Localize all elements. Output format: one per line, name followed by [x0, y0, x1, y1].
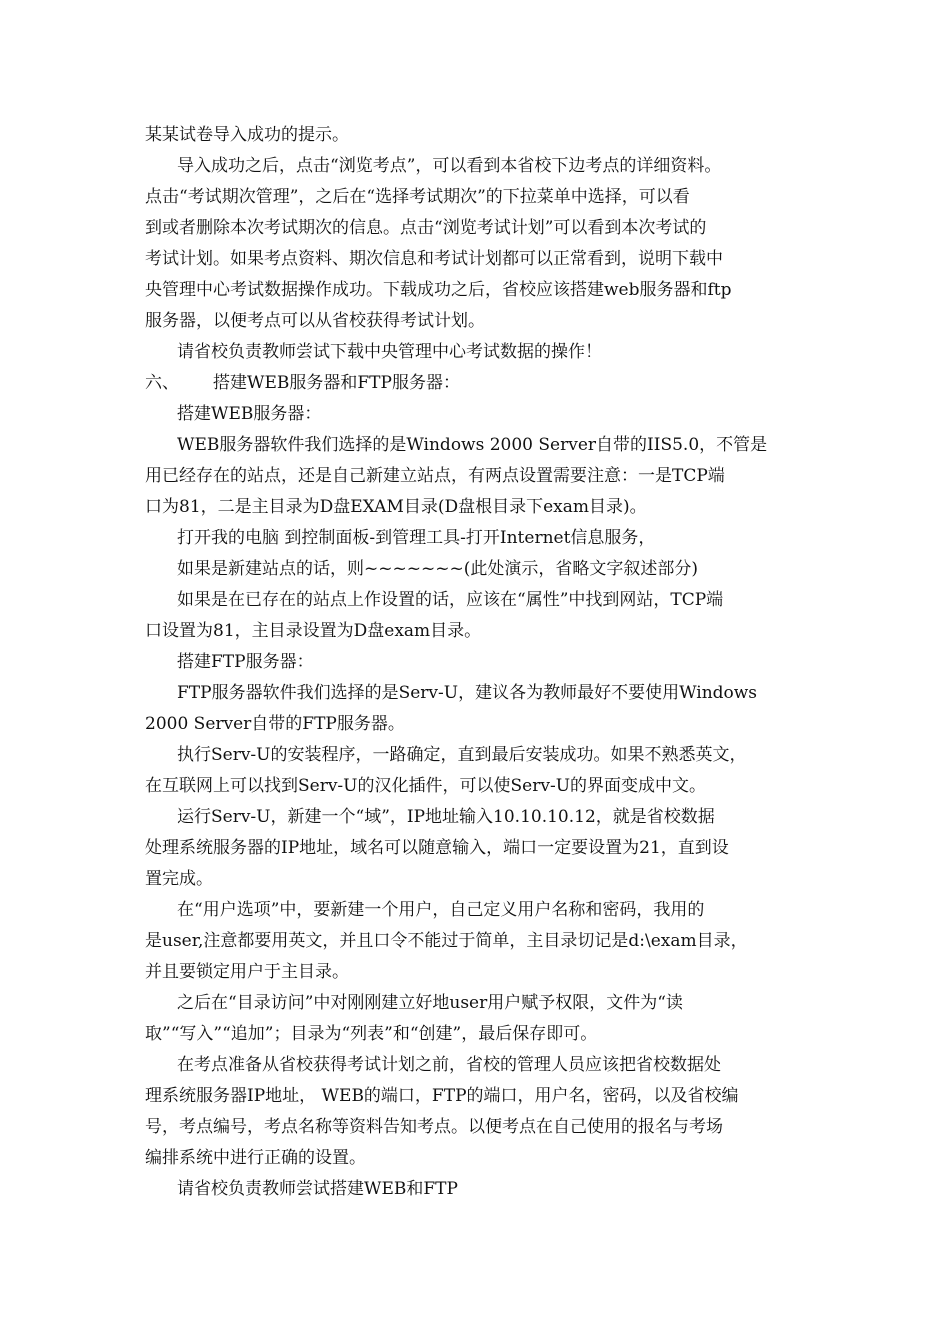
paragraph-line: FTP服务器软件我们选择的是Serv-U，建议各为教师最好不要使用Windows: [177, 683, 758, 703]
paragraph-line: 运行Serv-U，新建一个“域”，IP地址输入10.10.10.12，就是省校数据: [177, 807, 715, 827]
paragraph-line: 打开我的电脑 到控制面板-到管理工具-打开Internet信息服务，: [177, 528, 656, 548]
paragraph-line: 在“用户选项”中，要新建一个用户，自己定义用户名称和密码，我用的: [177, 900, 705, 920]
paragraph-line: 某某试卷导入成功的提示。: [145, 125, 349, 145]
paragraph-line: 到或者删除本次考试期次的信息。点击“浏览考试计划”可以看到本次考试的: [145, 218, 707, 238]
paragraph-line: 点击“考试期次管理”，之后在“选择考试期次”的下拉菜单中选择，可以看: [145, 187, 690, 207]
paragraph-line: 编排系统中进行正确的设置。: [145, 1148, 366, 1168]
section-heading: [145, 368, 460, 398]
paragraph-line: 执行Serv-U的安装程序，一路确定，直到最后安装成功。如果不熟悉英文，: [177, 745, 747, 765]
section-number: 六、: [145, 373, 179, 393]
paragraph-line: 2000 Server自带的FTP服务器。: [145, 714, 405, 734]
paragraph-line: WEB服务器软件我们选择的是Windows 2000 Server自带的IIS5.0，不管是: [177, 435, 768, 455]
paragraph-line: 用已经存在的站点，还是自己新建立站点，有两点设置需要注意：一是TCP端: [145, 466, 725, 486]
paragraph-line: 是user,注意都要用英文，并且口令不能过于简单，主目录切记是d:\exam目录，: [145, 931, 748, 951]
subheading-ftp: 搭建FTP服务器：: [177, 652, 314, 672]
paragraph-line: 服务器，以便考点可以从省校获得考试计划。: [145, 311, 485, 331]
paragraph-line: 在互联网上可以找到Serv-U的汉化插件，可以使Serv-U的界面变成中文。: [145, 776, 707, 796]
exercise-line: 请省校负责教师尝试下载中央管理中心考试数据的操作！: [177, 342, 602, 362]
paragraph-line: 号，考点编号，考点名称等资料告知考点。以便考点在自己使用的报名与考场: [145, 1117, 723, 1137]
paragraph-line: 处理系统服务器的IP地址，域名可以随意输入，端口一定要设置为21，直到设: [145, 838, 729, 858]
paragraph-line: 理系统服务器IP地址， WEB的端口，FTP的端口，用户名，密码，以及省校编: [145, 1086, 739, 1106]
paragraph-line: 央管理中心考试数据操作成功。下载成功之后，省校应该搭建web服务器和ftp: [145, 280, 732, 300]
subheading-web: 搭建WEB服务器：: [177, 404, 322, 424]
paragraph-line: 取”“写入”“追加”；目录为“列表”和“创建”，最后保存即可。: [145, 1024, 598, 1044]
paragraph-line: 并且要锁定用户于主目录。: [145, 962, 349, 982]
paragraph-line: 导入成功之后，点击“浏览考点”，可以看到本省校下边考点的详细资料。: [177, 156, 722, 176]
paragraph-line: 如果是在已存在的站点上作设置的话，应该在“属性”中找到网站，TCP端: [177, 590, 724, 610]
paragraph-line: 在考点准备从省校获得考试计划之前，省校的管理人员应该把省校数据处: [177, 1055, 721, 1075]
paragraph-line: 置完成。: [145, 869, 213, 889]
paragraph-line: 如果是新建站点的话，则~~~~~~~(此处演示，省略文字叙述部分): [177, 559, 698, 579]
paragraph-line: 之后在“目录访问”中对刚刚建立好地user用户赋予权限，文件为“读: [177, 993, 683, 1013]
paragraph-line: 口设置为81，主目录设置为D盘exam目录。: [145, 621, 482, 641]
exercise-line: 请省校负责教师尝试搭建WEB和FTP: [177, 1179, 458, 1199]
paragraph-line: 口为81，二是主目录为D盘EXAM目录(D盘根目录下exam目录)。: [145, 497, 647, 517]
paragraph-line: 考试计划。如果考点资料、期次信息和考试计划都可以正常看到，说明下载中: [145, 249, 723, 269]
section-title: 搭建WEB服务器和FTP服务器：: [213, 373, 460, 393]
